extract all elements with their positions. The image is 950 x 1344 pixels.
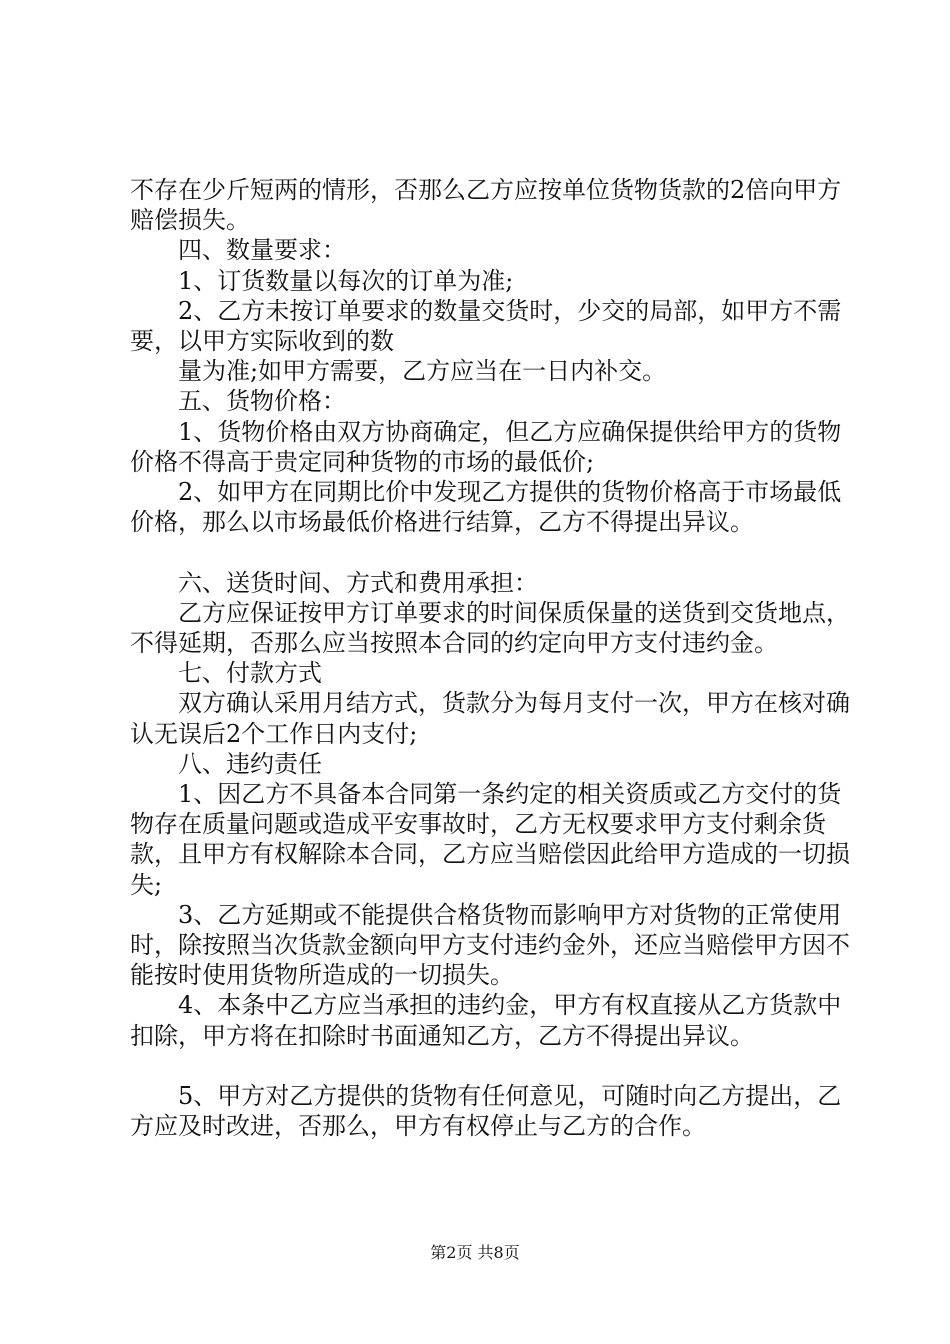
clause-liability-5: 5、甲方对乙方提供的货物有任何意见，可随时向乙方提出，乙方应及时改进，否那么，甲方有权停止与乙方的合作。 bbox=[130, 1082, 842, 1141]
clause-price-1: 1、货物价格由双方协商确定，但乙方应确保提供给甲方的货物价格不得高于贵定同种货物的市场的最低价; bbox=[130, 417, 842, 476]
clause-delivery: 乙方应保证按甲方订单要求的时间保质保量的送货到交货地点，不得延期，否那么应当按照本合同的约定向甲方支付违约金。 bbox=[130, 598, 850, 658]
section-heading-quantity: 四、数量要求： bbox=[178, 236, 346, 265]
clause-quantity-1: 1、订货数量以每次的订单为准; bbox=[178, 266, 514, 295]
paragraph-spacer bbox=[130, 537, 860, 567]
clause-payment: 双方确认采用月结方式，货款分为每月支付一次，甲方在核对确认无误后2个工作日内支付; bbox=[130, 689, 850, 748]
document-body bbox=[130, 175, 860, 1141]
clause-liability-1: 1、因乙方不具备本合同第一条约定的相关资质或乙方交付的货物存在质量问题或造成平安事故时，乙方无权要求甲方支付剩余货款，且甲方有权解除本合同，乙方应当赔偿因此给甲方造成的一切损失; bbox=[130, 780, 850, 899]
section-heading-liability: 八、违约责任 bbox=[178, 749, 322, 778]
section-heading-price: 五、货物价格： bbox=[178, 387, 346, 416]
section-heading-payment: 七、付款方式 bbox=[178, 659, 322, 688]
paragraph-continuation: 不存在少斤短两的情形，否那么乙方应按单位货物货款的2倍向甲方赔偿损失。 bbox=[130, 176, 842, 235]
clause-quantity-2: 2、乙方未按订单要求的数量交货时，少交的局部，如甲方不需要，以甲方实际收到的数 bbox=[130, 296, 842, 356]
page-number-footer: 第2页 共8页 bbox=[430, 1243, 520, 1262]
clause-liability-3: 3、乙方延期或不能提供合格货物而影响甲方对货物的正常使用时，除按照当次货款金额向甲方支付违约金外，还应当赔偿甲方因不能按时使用货物所造成的一切损失。 bbox=[130, 900, 850, 990]
paragraph-spacer bbox=[130, 1051, 860, 1081]
clause-liability-4: 4、本条中乙方应当承担的违约金，甲方有权直接从乙方货款中扣除，甲方将在扣除时书面通知乙方，乙方不得提出异议。 bbox=[130, 991, 842, 1050]
clause-quantity-2-cont: 量为准;如甲方需要，乙方应当在一日内补交。 bbox=[178, 357, 667, 386]
section-heading-delivery: 六、送货时间、方式和费用承担： bbox=[178, 568, 538, 597]
clause-price-2: 2、如甲方在同期比价中发现乙方提供的货物价格高于市场最低价格，那么以市场最低价格进行结算，乙方不得提出异议。 bbox=[130, 478, 842, 537]
